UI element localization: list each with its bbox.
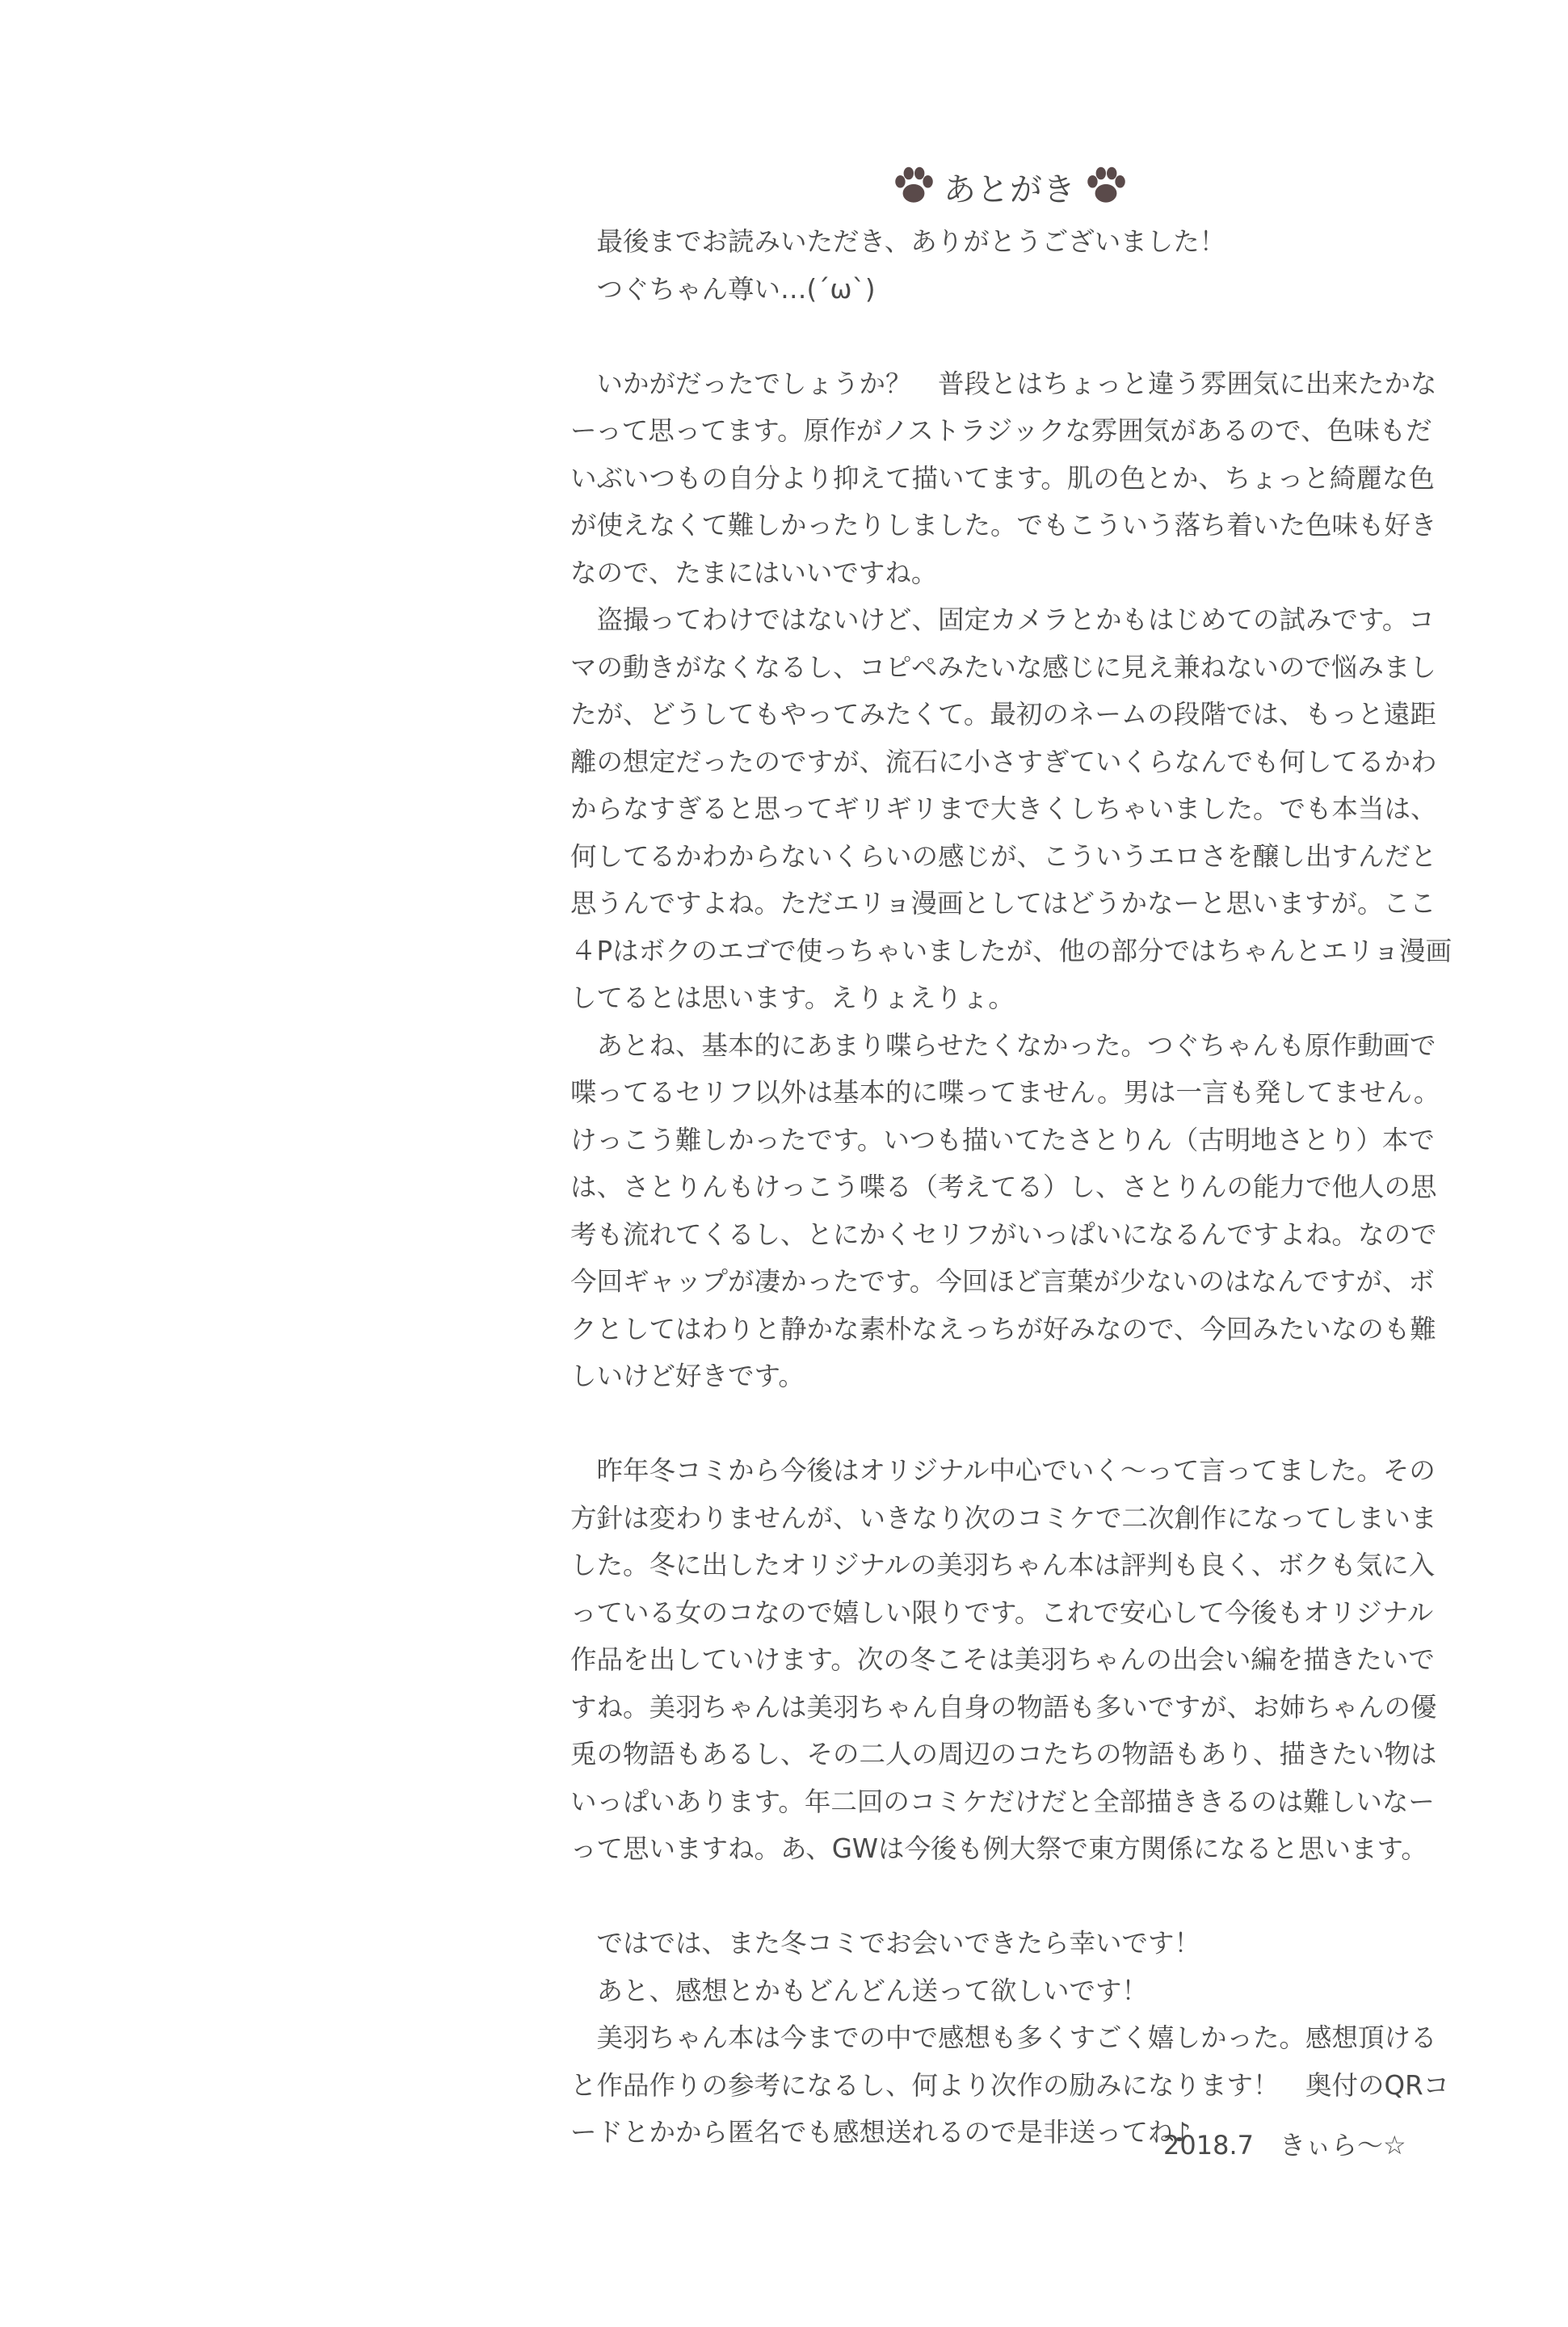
text-line: っている女のコなので嬉しい限りです。これで安心して今後もオリジナル <box>570 1597 1434 1628</box>
text-line: 兎の物語もあるし、その二人の周辺のコたちの物語もあり、描きたい物は <box>570 1739 1437 1769</box>
text-line: 作品を出していけます。次の冬こそは美羽ちゃんの出会い編を描きたいで <box>570 1644 1435 1675</box>
text-line: 今回ギャップが凄かったです。今回ほど言葉が少ないのはなんですが、ボ <box>570 1266 1435 1297</box>
text-line: けっこう難しかったです。いつも描いてたさとりん（古明地さとり）本で <box>570 1124 1435 1155</box>
text-line: つぐちゃん尊い…(´ω`) <box>570 273 876 305</box>
paragraph <box>570 218 1451 313</box>
text-line: あとね、基本的にあまり喋らせたくなかった。つぐちゃんも原作動画で <box>570 1029 1436 1061</box>
text-line: って思いますね。あ、GWは今後も例大祭で東方関係になると思います。 <box>570 1833 1427 1864</box>
paragraph <box>570 360 1451 1400</box>
text-line: ードとかから匿名でも感想送れるので是非送ってね♪ <box>570 2117 1192 2148</box>
text-line: からなすぎると思ってギリギリまで大きくしちゃいました。でも本当は、 <box>570 793 1437 824</box>
signature-line: 2018.7 きぃら〜☆ <box>1163 2130 1406 2161</box>
afterword-title: あとがき <box>944 170 1076 208</box>
text-line: してるとは思います。えりょえりょ。 <box>570 983 1015 1013</box>
paragraph-gap <box>570 1400 1451 1448</box>
text-line: 美羽ちゃん本は今までの中で感想も多くすごく嬉しかった。感想頂ける <box>570 2022 1437 2053</box>
paw-print-icon-right <box>1081 162 1131 212</box>
afterword-heading <box>889 158 1131 215</box>
text-line: なので、たまにはいいですね。 <box>570 557 938 588</box>
text-line: あと、感想とかもどんどん送って欲しいです！ <box>570 1975 1149 2006</box>
text-line: は、さとりんもけっこう喋る（考えてる）し、さとりんの能力で他人の思 <box>570 1172 1437 1202</box>
text-line: 昨年冬コミから今後はオリジナル中心でいく～って言ってました。その <box>570 1455 1436 1486</box>
text-line: 考も流れてくるし、とにかくセリフがいっぱいになるんですよね。なので <box>570 1218 1437 1250</box>
text-line: 思うんですよね。ただエリョ漫画としてはどうかなーと思いますが。ここ <box>570 888 1436 919</box>
text-line: いぶいつもの自分より抑えて描いてます。肌の色とか、ちょっと綺麗な色 <box>570 462 1435 494</box>
text-line: 盗撮ってわけではないけど、固定カメラとかもはじめての試みです。コ <box>570 604 1435 635</box>
text-line: いかがだったでしょうか？ 普段とはちょっと違う雰囲気に出来たかな <box>570 368 1437 399</box>
text-line: が使えなくて難しかったりしました。でもこういう落ち着いた色味も好き <box>570 510 1437 541</box>
paragraph <box>570 1920 1451 2157</box>
text-line: 方針は変わりませんが、いきなり次のコミケで二次創作になってしまいま <box>570 1502 1437 1534</box>
text-line: 最後までお読みいただき、ありがとうございました！ <box>570 226 1226 257</box>
text-line: 何してるかわからないくらいの感じが、こういうエロさを醸し出すんだと <box>570 840 1437 872</box>
text-line: しいけど好きです。 <box>570 1361 805 1391</box>
text-line: マの動きがなくなるし、コピペみたいな感じに見え兼ねないので悩みまし <box>570 651 1436 683</box>
text-line: すね。美羽ちゃんは美羽ちゃん自身の物語も多いですが、お姉ちゃんの優 <box>570 1691 1437 1723</box>
text-line: ４Pはボクのエゴで使っちゃいましたが、他の部分ではちゃんとエリョ漫画 <box>570 935 1452 966</box>
text-line: 離の想定だったのですが、流石に小さすぎていくらなんでも何してるかわ <box>570 746 1437 777</box>
paragraph-gap <box>570 1873 1451 1921</box>
text-line: した。冬に出したオリジナルの美羽ちゃん本は評判も良く、ボクも気に入 <box>570 1550 1436 1580</box>
text-line: 喋ってるセリフ以外は基本的に喋ってません。男は一言も発してません。 <box>570 1077 1440 1108</box>
text-line: ではでは、また冬コミでお会いできたら幸いです！ <box>570 1928 1201 1959</box>
afterword-body <box>570 218 1451 2157</box>
paragraph <box>570 1447 1451 1873</box>
text-line: ーって思ってます。原作がノストラジックな雰囲気があるので、色味もだ <box>570 415 1432 446</box>
text-line: いっぱいあります。年二回のコミケだけだと全部描ききるのは難しいなー <box>570 1786 1435 1817</box>
paw-print-icon-left <box>889 162 939 212</box>
text-line: と作品作りの参考になるし、何より次作の励みになります！ 奥付のQRコ <box>570 2069 1450 2101</box>
text-line: クとしてはわりと静かな素朴なえっちが好みなので、今回みたいなのも難 <box>570 1313 1436 1344</box>
text-line: たが、どうしてもやってみたくて。最初のネームの段階では、もっと遠距 <box>570 699 1436 730</box>
paragraph-gap <box>570 313 1451 360</box>
